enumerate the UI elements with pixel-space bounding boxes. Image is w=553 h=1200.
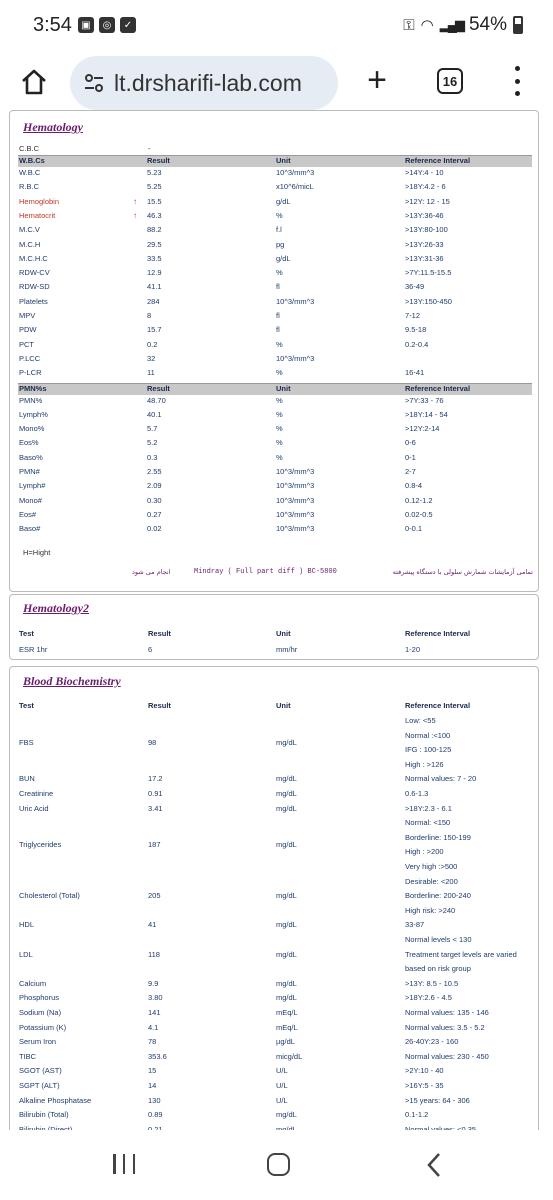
esr-ref: 1-20 xyxy=(405,645,421,654)
cell-ref: 0.12-1.2 xyxy=(405,495,433,505)
cell-ref: >13Y:150-450 xyxy=(405,296,452,306)
cell-result: 5.25 xyxy=(147,182,162,192)
high-arrow-icon: ↑ xyxy=(133,196,137,206)
table-row xyxy=(18,311,532,325)
overflow-menu-button[interactable] xyxy=(510,66,524,96)
biochem-result: 98 xyxy=(148,737,157,747)
cell-test: RDW-SD xyxy=(19,282,50,292)
cell-result: 0.2 xyxy=(147,339,158,349)
biochem-ref: Normal levels < 130 xyxy=(405,935,472,944)
cell-unit: 10^3/mm^3 xyxy=(276,524,315,534)
biochem-test: Bilirubin (Total) xyxy=(19,1110,69,1120)
cell-test: M.C.H xyxy=(19,239,41,249)
hematology2-title: Hematology2 xyxy=(23,601,89,615)
biochem-result: 0.89 xyxy=(148,1110,163,1120)
status-right xyxy=(403,14,523,36)
cell-ref: >12Y: 12 - 15 xyxy=(405,196,450,206)
esr-test: ESR 1hr xyxy=(19,645,48,654)
col-test-header: Test xyxy=(19,701,34,710)
col-unit-header: Unit xyxy=(276,701,291,710)
biochem-test: Cholesterol (Total) xyxy=(19,891,80,901)
esr-unit: mm/hr xyxy=(276,645,298,654)
biochem-ref: 0.6-1.3 xyxy=(405,789,429,798)
header-unit: Unit xyxy=(276,383,291,393)
biochem-unit: mg/dL xyxy=(276,920,297,930)
cell-ref: >13Y:36-46 xyxy=(405,210,444,220)
biochem-ref: based on risk group xyxy=(405,964,471,974)
biochem-result: 41 xyxy=(148,920,157,930)
table-header-row xyxy=(18,155,532,167)
cell-ref: 16-41 xyxy=(405,368,425,378)
cell-test: M.C.H.C xyxy=(19,253,48,263)
biochem-result: 15 xyxy=(148,1066,157,1076)
biochem-test: LDL xyxy=(19,949,33,959)
biochem-unit: mg/dL xyxy=(276,789,297,798)
cell-result: 8 xyxy=(147,311,152,320)
table-row xyxy=(18,396,532,410)
cell-unit: 10^3/mm^3 xyxy=(276,467,315,476)
biochem-ref: High risk: >240 xyxy=(405,905,456,915)
cell-result: 5.7 xyxy=(147,424,158,434)
status-time: 3:54 xyxy=(33,14,72,36)
table-row xyxy=(18,524,532,538)
cell-result: 11 xyxy=(147,368,155,378)
cell-result: 41.1 xyxy=(147,282,162,292)
biochem-ref: 0.1-1.2 xyxy=(405,1110,429,1120)
biochem-unit: mg/dL xyxy=(276,1110,297,1120)
cell-ref: >12Y:2-14 xyxy=(405,424,440,434)
cell-test: Hemoglobin xyxy=(19,196,60,206)
cell-unit: % xyxy=(276,339,283,349)
cell-test: Lymph# xyxy=(19,481,46,491)
table-row xyxy=(18,438,532,452)
table-row xyxy=(18,211,532,225)
biochem-unit: mEq/L xyxy=(276,1022,298,1032)
wifi-icon: ◠ xyxy=(420,17,434,34)
cell-unit: 10^3/mm^3 xyxy=(276,296,315,306)
cell-ref: 36-49 xyxy=(405,282,425,292)
cell-ref: >13Y:80-100 xyxy=(405,225,448,235)
biochem-test: Sodium (Na) xyxy=(19,1008,62,1017)
biochem-unit: mg/dL xyxy=(276,978,297,988)
cell-test: Lymph% xyxy=(19,409,48,419)
biochem-test: BUN xyxy=(19,774,35,784)
table-header-row xyxy=(18,383,532,395)
biochem-result: 187 xyxy=(148,840,161,850)
table-row xyxy=(18,182,532,196)
table-row xyxy=(18,268,532,282)
cell-ref: >14Y:4 - 10 xyxy=(405,168,444,177)
biochem-unit: mg/dL xyxy=(276,737,297,747)
cell-result: 29.5 xyxy=(147,239,162,249)
biochem-ref: Very high :>500 xyxy=(405,862,458,871)
status-bar xyxy=(0,0,553,52)
biochem-result: 118 xyxy=(148,949,160,959)
cell-result: 2.55 xyxy=(147,467,162,476)
cell-result: 2.09 xyxy=(147,481,162,491)
cell-test: Baso% xyxy=(19,452,43,462)
biochem-result: 14 xyxy=(148,1081,157,1090)
biochem-result: 9.9 xyxy=(148,978,159,988)
cell-ref: 0-0.1 xyxy=(405,524,423,534)
biochemistry-panel xyxy=(9,666,539,1146)
biochem-ref: IFG : 100-125 xyxy=(405,745,452,755)
cell-test: Eos% xyxy=(19,438,39,448)
recents-bar-icon xyxy=(133,1154,136,1174)
biochem-result: 130 xyxy=(148,1095,161,1105)
home-nav-button[interactable] xyxy=(267,1153,290,1176)
recents-bar-icon xyxy=(113,1154,116,1174)
recents-bar-icon xyxy=(123,1154,126,1174)
biochem-ref: 26-40Y:23 - 160 xyxy=(405,1037,459,1047)
biochem-test: HDL xyxy=(19,920,35,930)
hematology2-panel xyxy=(9,594,539,660)
cell-result: 0.30 xyxy=(147,495,162,505)
biochem-result: 78 xyxy=(148,1037,157,1047)
cell-ref: 9.5-18 xyxy=(405,325,427,335)
cell-result: 12.9 xyxy=(147,268,162,278)
biochem-ref: Low: <55 xyxy=(405,716,436,725)
cell-result: 0.27 xyxy=(147,509,162,519)
notification-icons xyxy=(78,17,136,33)
col-result-header: Result xyxy=(148,629,171,638)
cell-unit: % xyxy=(276,368,283,378)
cell-unit: % xyxy=(276,438,283,448)
biochem-unit: mg/dL xyxy=(276,840,297,850)
cell-test: P.LCC xyxy=(19,353,41,363)
cell-unit: 10^3/mm^3 xyxy=(276,481,315,491)
biochem-test: FBS xyxy=(19,737,34,747)
table-row xyxy=(18,453,532,467)
biochem-ref: >2Y:10 - 40 xyxy=(405,1066,444,1076)
cell-test: PCT xyxy=(19,339,34,349)
biochem-ref: >15 years: 64 - 306 xyxy=(405,1095,470,1105)
cell-unit: 10^3/mm^3 xyxy=(276,168,315,177)
biochem-result: 4.1 xyxy=(148,1022,159,1032)
url-text: lt.drsharifi-lab.com xyxy=(114,69,302,96)
cell-result: 48.70 xyxy=(147,395,166,405)
biochem-unit: U/L xyxy=(276,1066,288,1076)
cell-ref: 0.8-4 xyxy=(405,481,423,491)
cell-unit: % xyxy=(276,424,283,434)
biochem-test: SGOT (AST) xyxy=(19,1066,62,1076)
biochem-unit: mg/dL xyxy=(276,891,297,901)
table-row xyxy=(18,197,532,211)
biochem-ref: High : >126 xyxy=(405,759,444,769)
cell-result: 284 xyxy=(147,296,160,306)
table-row xyxy=(18,340,532,354)
biochem-result: 205 xyxy=(148,891,161,901)
biochem-test: Calcium xyxy=(19,978,47,988)
table-row xyxy=(18,240,532,254)
biochem-ref: >13Y: 8.5 - 10.5 xyxy=(405,978,459,988)
biochem-result: 141 xyxy=(148,1008,161,1017)
cell-test: PMN% xyxy=(19,395,43,405)
cell-unit: g/dL xyxy=(276,253,291,263)
table-row xyxy=(18,297,532,311)
esr-result: 6 xyxy=(148,645,153,654)
biochem-ref: Borderline: 150-199 xyxy=(405,832,471,842)
biochem-unit: micg/dL xyxy=(276,1051,303,1061)
cell-ref: 0.2-0.4 xyxy=(405,339,429,349)
biochem-result: 3.41 xyxy=(148,803,163,813)
cell-test: Baso# xyxy=(19,524,41,534)
biochem-ref: Normal values: 3.5 - 5.2 xyxy=(405,1022,485,1032)
new-tab-button[interactable]: + xyxy=(367,61,387,99)
cell-ref: >7Y:11.5-15.5 xyxy=(405,268,452,278)
cell-ref: >7Y:33 - 76 xyxy=(405,395,444,405)
table-row xyxy=(18,496,532,510)
cell-unit: fl xyxy=(276,311,280,320)
instagram-icon: ◎ xyxy=(99,17,115,33)
cell-unit: x10^6/micL xyxy=(276,182,314,192)
cell-test: Mono% xyxy=(19,424,45,434)
biochem-test: Potassium (K) xyxy=(19,1022,67,1032)
table-row xyxy=(18,225,532,239)
table-row xyxy=(18,368,532,382)
biochem-unit: mg/dL xyxy=(276,803,297,813)
cell-unit: fl xyxy=(276,282,280,292)
biochem-result: 353.6 xyxy=(148,1051,167,1061)
biochem-ref: Treatment target levels are varied xyxy=(405,949,517,959)
back-button[interactable] xyxy=(426,1152,442,1178)
cell-test: PDW xyxy=(19,325,37,335)
home-icon xyxy=(19,67,49,97)
biochem-ref: >16Y:5 - 35 xyxy=(405,1081,444,1090)
cell-result: 46.3 xyxy=(147,210,162,220)
table-row xyxy=(18,254,532,268)
biochem-unit: µg/dL xyxy=(276,1037,295,1047)
biochem-ref: Normal values: 7 - 20 xyxy=(405,774,477,784)
col-result-header: Result xyxy=(148,701,171,710)
biochem-ref: >18Y:2.3 - 6.1 xyxy=(405,803,452,813)
cell-ref: >18Y:4.2 - 6 xyxy=(405,182,446,192)
header-ref: Reference Interval xyxy=(405,156,471,165)
table-row xyxy=(18,282,532,296)
cell-unit: % xyxy=(276,452,283,462)
signal-icon: ▂▄▆ xyxy=(439,17,463,32)
high-arrow-icon: ↑ xyxy=(133,210,137,220)
cell-result: 32 xyxy=(147,353,156,363)
cell-test: W.B.C xyxy=(19,168,41,177)
table-row xyxy=(18,354,532,368)
home-button[interactable] xyxy=(18,66,50,98)
cbc-dash: - xyxy=(148,144,151,153)
cell-unit: % xyxy=(276,395,283,405)
cell-unit: pg xyxy=(276,239,285,249)
cell-test: PMN# xyxy=(19,467,40,476)
cell-test: M.C.V xyxy=(19,225,40,235)
cell-unit: fl xyxy=(276,325,280,335)
biochem-result: 3.80 xyxy=(148,993,163,1003)
col-ref-header: Reference Interval xyxy=(405,701,471,710)
cell-result: 0.3 xyxy=(147,452,158,462)
cell-ref: 0-6 xyxy=(405,438,416,448)
cell-test: MPV xyxy=(19,311,36,320)
biochem-ref: >18Y:2.6 - 4.5 xyxy=(405,993,452,1003)
gallery-icon: ▣ xyxy=(78,17,94,33)
biochem-test: TIBC xyxy=(19,1051,37,1061)
cell-ref: 0.02-0.5 xyxy=(405,509,433,519)
table-row xyxy=(18,467,532,481)
cell-unit: f.l xyxy=(276,225,282,235)
system-nav-bar xyxy=(0,1130,553,1200)
biochem-ref: 33-87 xyxy=(405,920,425,930)
footer-note-right: تمامی آزمایشات شمارش سلولی با دستگاه پیشرفته xyxy=(392,568,533,576)
cell-unit: % xyxy=(276,409,283,419)
cbc-text: C.B.C xyxy=(19,144,40,153)
cell-test: P-LCR xyxy=(19,368,42,378)
biochem-ref: Normal values: 230 - 450 xyxy=(405,1051,489,1061)
menu-dot-icon xyxy=(515,79,520,84)
biochem-result: 17.2 xyxy=(148,774,163,784)
recents-button[interactable] xyxy=(113,1154,135,1174)
hematology-title: Hematology xyxy=(23,120,83,134)
header-result: Result xyxy=(147,156,170,165)
cell-result: 88.2 xyxy=(147,225,162,235)
hematology-panel xyxy=(9,110,539,592)
table-row xyxy=(18,481,532,495)
tab-switcher-button[interactable]: 16 xyxy=(437,68,463,94)
cell-ref: >18Y:14 - 54 xyxy=(405,409,448,419)
header-test: W.B.Cs xyxy=(19,156,45,165)
biochem-test: Triglycerides xyxy=(19,840,62,850)
biochem-test: Creatinine xyxy=(19,789,54,798)
header-result: Result xyxy=(147,383,170,393)
cell-unit: 10^3/mm^3 xyxy=(276,509,315,519)
cell-result: 15.5 xyxy=(147,196,162,206)
table-row xyxy=(18,325,532,339)
table-row xyxy=(18,424,532,438)
footer-note-left: انجام می شود xyxy=(132,568,171,576)
biochem-ref: Desirable: <200 xyxy=(405,876,458,886)
page-content[interactable] xyxy=(0,114,553,1130)
biochem-unit: mg/dL xyxy=(276,993,297,1003)
cell-ref: 0-1 xyxy=(405,452,416,462)
header-ref: Reference Interval xyxy=(405,383,471,393)
biochem-test: Serum Iron xyxy=(19,1037,57,1047)
cell-test: Hematocrit xyxy=(19,210,56,220)
header-test: PMN%s xyxy=(19,383,47,393)
cell-unit: % xyxy=(276,268,283,278)
site-settings-icon[interactable] xyxy=(82,71,106,95)
cell-ref: 7-12 xyxy=(405,311,421,320)
checkbox-icon: ✓ xyxy=(120,17,136,33)
key-icon: ⚿ xyxy=(403,16,415,34)
header-unit: Unit xyxy=(276,156,291,165)
address-bar[interactable] xyxy=(70,56,338,110)
table-row xyxy=(18,168,532,182)
col-unit-header: Unit xyxy=(276,629,291,638)
cell-result: 33.5 xyxy=(147,253,162,263)
footer-device: Mindray ( Full part diff ) BC-5800 xyxy=(194,568,337,576)
browser-toolbar xyxy=(0,52,553,114)
biochemistry-title: Blood Biochemistry xyxy=(23,674,121,688)
cell-test: R.B.C xyxy=(19,182,40,192)
biochem-ref: High : >200 xyxy=(405,847,444,857)
table-row xyxy=(18,510,532,524)
battery-percent: 54% xyxy=(468,14,507,35)
cell-result: 5.23 xyxy=(147,168,162,177)
biochem-test: Alkaline Phosphatase xyxy=(19,1095,92,1105)
cbc-label xyxy=(19,144,39,153)
cell-result: 0.02 xyxy=(147,524,162,534)
biochem-ref: Normal values: 135 - 146 xyxy=(405,1008,489,1017)
biochem-test: SGPT (ALT) xyxy=(19,1081,60,1090)
menu-dot-icon xyxy=(515,91,520,96)
high-note: H=Hight xyxy=(23,548,51,557)
cell-unit: 10^3/mm^3 xyxy=(276,353,315,363)
col-ref-header: Reference Interval xyxy=(405,629,471,638)
cell-test: RDW-CV xyxy=(19,268,50,278)
cell-ref: >13Y:31-36 xyxy=(405,253,444,263)
col-test-header: Test xyxy=(19,629,34,638)
cell-test: Platelets xyxy=(19,296,48,306)
biochem-ref: Normal :<100 xyxy=(405,730,451,740)
biochem-ref: Borderline: 200-240 xyxy=(405,891,471,901)
biochem-unit: mEq/L xyxy=(276,1008,298,1017)
biochem-unit: mg/dL xyxy=(276,774,297,784)
cell-ref: >13Y:26-33 xyxy=(405,239,444,249)
biochem-ref: Normal: <150 xyxy=(405,818,451,828)
biochem-unit: mg/dL xyxy=(276,949,297,959)
cell-ref: 2-7 xyxy=(405,467,416,476)
table-row xyxy=(18,410,532,424)
cell-result: 5.2 xyxy=(147,438,158,448)
biochem-test: Uric Acid xyxy=(19,803,49,813)
cell-unit: 10^3/mm^3 xyxy=(276,495,315,505)
biochem-unit: U/L xyxy=(276,1095,288,1105)
cell-test: Eos# xyxy=(19,509,37,519)
cell-unit: % xyxy=(276,210,283,220)
cell-result: 15.7 xyxy=(147,325,162,335)
cell-test: Mono# xyxy=(19,495,42,505)
cell-result: 40.1 xyxy=(147,409,162,419)
cell-unit: g/dL xyxy=(276,196,291,206)
biochem-test: Phosphorus xyxy=(19,993,60,1003)
battery-icon xyxy=(513,16,523,34)
biochem-result: 0.91 xyxy=(148,789,163,798)
menu-dot-icon xyxy=(515,66,520,71)
biochem-unit: U/L xyxy=(276,1081,288,1090)
